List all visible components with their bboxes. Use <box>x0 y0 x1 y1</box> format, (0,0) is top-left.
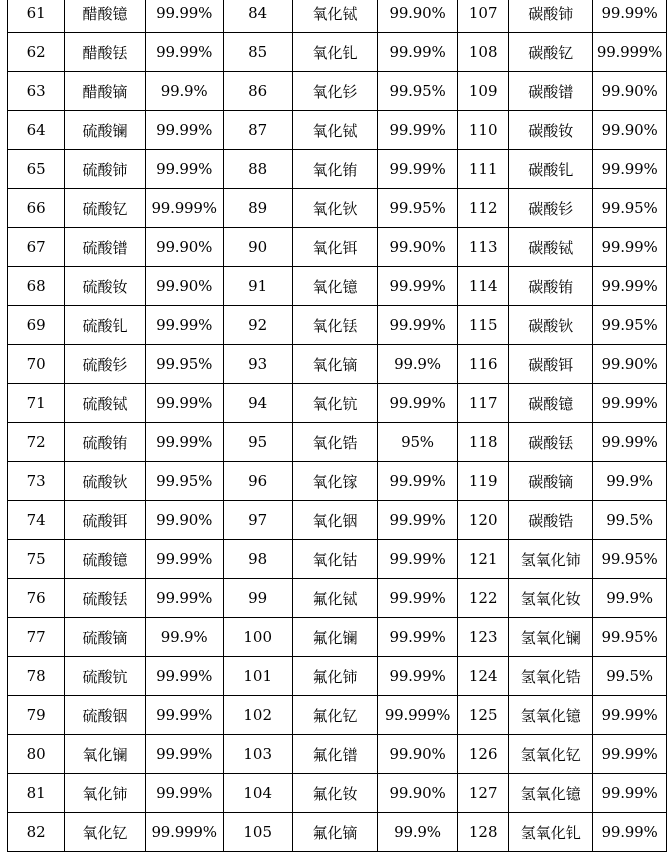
purity-cell: 99.99% <box>593 267 667 306</box>
purity-cell: 99.999% <box>145 189 223 228</box>
product-name-cell: 氢氧化铈 <box>509 540 593 579</box>
product-name-cell: 碳酸铽 <box>509 228 593 267</box>
product-name-cell: 硫酸钐 <box>65 345 145 384</box>
row-number-cell: 85 <box>223 33 292 72</box>
row-number-cell: 64 <box>8 111 65 150</box>
row-number-cell: 105 <box>223 813 292 852</box>
purity-cell: 99.95% <box>593 618 667 657</box>
row-number-cell: 101 <box>223 657 292 696</box>
row-number-cell: 118 <box>457 423 509 462</box>
table-row <box>8 540 667 579</box>
product-name-cell: 氟化钇 <box>292 696 377 735</box>
table-row <box>8 72 667 111</box>
purity-cell: 99.999% <box>145 813 223 852</box>
purity-cell: 99.99% <box>593 696 667 735</box>
table-row <box>8 306 667 345</box>
table-row <box>8 696 667 735</box>
purity-cell: 99.99% <box>145 657 223 696</box>
purity-cell: 99.99% <box>145 0 223 33</box>
product-name-cell: 硫酸铥 <box>65 579 145 618</box>
product-name-cell: 碳酸铒 <box>509 345 593 384</box>
purity-cell: 99.99% <box>593 150 667 189</box>
purity-cell: 99.90% <box>593 111 667 150</box>
purity-cell: 99.99% <box>145 306 223 345</box>
purity-cell: 99.99% <box>378 618 458 657</box>
purity-cell: 99.99% <box>145 423 223 462</box>
purity-cell: 99.90% <box>378 774 458 813</box>
row-number-cell: 128 <box>457 813 509 852</box>
product-name-cell: 氧化镝 <box>292 345 377 384</box>
product-name-cell: 硫酸铟 <box>65 696 145 735</box>
product-name-cell: 碳酸镱 <box>509 384 593 423</box>
purity-cell: 99.99% <box>378 501 458 540</box>
table-row <box>8 462 667 501</box>
purity-cell: 99.90% <box>145 228 223 267</box>
product-name-cell: 醋酸铥 <box>65 33 145 72</box>
table-row <box>8 150 667 189</box>
product-name-cell: 碳酸钆 <box>509 150 593 189</box>
row-number-cell: 77 <box>8 618 65 657</box>
product-name-cell: 氢氧化镧 <box>509 618 593 657</box>
product-name-cell: 硫酸钪 <box>65 657 145 696</box>
purity-cell: 99.99% <box>593 0 667 33</box>
product-name-cell: 氟化镨 <box>292 735 377 774</box>
row-number-cell: 68 <box>8 267 65 306</box>
product-name-cell: 氢氧化钆 <box>509 813 593 852</box>
purity-cell: 99.99% <box>145 111 223 150</box>
row-number-cell: 78 <box>8 657 65 696</box>
purity-cell: 99.99% <box>378 267 458 306</box>
table-row <box>8 813 667 852</box>
row-number-cell: 124 <box>457 657 509 696</box>
purity-cell: 95% <box>378 423 458 462</box>
row-number-cell: 86 <box>223 72 292 111</box>
table-row <box>8 423 667 462</box>
product-name-cell: 醋酸镱 <box>65 0 145 33</box>
product-name-cell: 氧化钐 <box>292 72 377 111</box>
purity-cell: 99.99% <box>145 150 223 189</box>
row-number-cell: 97 <box>223 501 292 540</box>
row-number-cell: 103 <box>223 735 292 774</box>
row-number-cell: 123 <box>457 618 509 657</box>
row-number-cell: 96 <box>223 462 292 501</box>
product-name-cell: 碳酸铕 <box>509 267 593 306</box>
purity-cell: 99.99% <box>378 111 458 150</box>
table-body <box>8 0 667 852</box>
product-name-cell: 氧化铕 <box>292 150 377 189</box>
row-number-cell: 80 <box>8 735 65 774</box>
product-name-cell: 氧化钪 <box>292 384 377 423</box>
row-number-cell: 66 <box>8 189 65 228</box>
row-number-cell: 84 <box>223 0 292 33</box>
row-number-cell: 108 <box>457 33 509 72</box>
row-number-cell: 92 <box>223 306 292 345</box>
row-number-cell: 81 <box>8 774 65 813</box>
product-name-cell: 碳酸铈 <box>509 0 593 33</box>
row-number-cell: 89 <box>223 189 292 228</box>
row-number-cell: 112 <box>457 189 509 228</box>
row-number-cell: 61 <box>8 0 65 33</box>
purity-cell: 99.99% <box>378 540 458 579</box>
product-name-cell: 氢氧化锆 <box>509 657 593 696</box>
row-number-cell: 95 <box>223 423 292 462</box>
row-number-cell: 74 <box>8 501 65 540</box>
purity-cell: 99.9% <box>145 618 223 657</box>
row-number-cell: 67 <box>8 228 65 267</box>
row-number-cell: 114 <box>457 267 509 306</box>
product-name-cell: 硫酸钬 <box>65 462 145 501</box>
row-number-cell: 104 <box>223 774 292 813</box>
product-name-cell: 氢氧化镱 <box>509 774 593 813</box>
purity-cell: 99.90% <box>593 72 667 111</box>
product-name-cell: 氧化铽 <box>292 0 377 33</box>
product-name-cell: 硫酸铽 <box>65 384 145 423</box>
purity-cell: 99.90% <box>145 267 223 306</box>
purity-cell: 99.95% <box>593 306 667 345</box>
product-name-cell: 碳酸钐 <box>509 189 593 228</box>
product-name-cell: 氢氧化钇 <box>509 735 593 774</box>
product-name-cell: 碳酸镝 <box>509 462 593 501</box>
product-name-cell: 氟化镧 <box>292 618 377 657</box>
table-row <box>8 657 667 696</box>
purity-cell: 99.9% <box>145 72 223 111</box>
table-row <box>8 579 667 618</box>
purity-cell: 99.99% <box>593 774 667 813</box>
product-name-cell: 氧化铟 <box>292 501 377 540</box>
purity-cell: 99.99% <box>378 33 458 72</box>
product-name-cell: 氢氧化钕 <box>509 579 593 618</box>
purity-cell: 99.95% <box>378 189 458 228</box>
row-number-cell: 99 <box>223 579 292 618</box>
row-number-cell: 126 <box>457 735 509 774</box>
product-name-cell: 氧化铒 <box>292 228 377 267</box>
product-name-cell: 硫酸钆 <box>65 306 145 345</box>
table-row <box>8 0 667 33</box>
product-name-cell: 硫酸钇 <box>65 189 145 228</box>
product-name-cell: 氧化镱 <box>292 267 377 306</box>
row-number-cell: 120 <box>457 501 509 540</box>
table-row <box>8 228 667 267</box>
purity-cell: 99.99% <box>378 579 458 618</box>
purity-cell: 99.90% <box>593 345 667 384</box>
row-number-cell: 115 <box>457 306 509 345</box>
row-number-cell: 70 <box>8 345 65 384</box>
row-number-cell: 91 <box>223 267 292 306</box>
purity-cell: 99.99% <box>145 540 223 579</box>
product-name-cell: 氧化锆 <box>292 423 377 462</box>
row-number-cell: 73 <box>8 462 65 501</box>
purity-cell: 99.99% <box>593 423 667 462</box>
product-name-cell: 氧化铥 <box>292 306 377 345</box>
product-name-cell: 碳酸镨 <box>509 72 593 111</box>
row-number-cell: 94 <box>223 384 292 423</box>
product-name-cell: 硫酸铒 <box>65 501 145 540</box>
purity-cell: 99.99% <box>145 579 223 618</box>
purity-cell: 99.99% <box>145 735 223 774</box>
purity-cell: 99.999% <box>593 33 667 72</box>
product-name-cell: 硫酸镝 <box>65 618 145 657</box>
table-row <box>8 111 667 150</box>
table-row <box>8 774 667 813</box>
purity-cell: 99.95% <box>145 345 223 384</box>
product-name-cell: 硫酸铈 <box>65 150 145 189</box>
purity-cell: 99.9% <box>593 579 667 618</box>
product-name-cell: 氧化钴 <box>292 540 377 579</box>
purity-cell: 99.9% <box>378 345 458 384</box>
product-name-cell: 氧化钬 <box>292 189 377 228</box>
product-name-cell: 氢氧化镱 <box>509 696 593 735</box>
table-row <box>8 267 667 306</box>
product-name-cell: 氟化钕 <box>292 774 377 813</box>
product-name-cell: 碳酸钬 <box>509 306 593 345</box>
product-name-cell: 氧化钇 <box>65 813 145 852</box>
row-number-cell: 76 <box>8 579 65 618</box>
table-row <box>8 33 667 72</box>
purity-cell: 99.99% <box>378 657 458 696</box>
purity-cell: 99.99% <box>145 33 223 72</box>
row-number-cell: 88 <box>223 150 292 189</box>
product-name-cell: 氧化铈 <box>65 774 145 813</box>
purity-cell: 99.999% <box>378 696 458 735</box>
row-number-cell: 63 <box>8 72 65 111</box>
product-name-cell: 氟化铈 <box>292 657 377 696</box>
purity-cell: 99.5% <box>593 657 667 696</box>
row-number-cell: 75 <box>8 540 65 579</box>
purity-cell: 99.99% <box>378 462 458 501</box>
row-number-cell: 100 <box>223 618 292 657</box>
product-name-cell: 碳酸铥 <box>509 423 593 462</box>
product-name-cell: 硫酸钕 <box>65 267 145 306</box>
row-number-cell: 113 <box>457 228 509 267</box>
table-row <box>8 735 667 774</box>
product-name-cell: 硫酸镱 <box>65 540 145 579</box>
row-number-cell: 121 <box>457 540 509 579</box>
product-name-cell: 氧化镧 <box>65 735 145 774</box>
row-number-cell: 110 <box>457 111 509 150</box>
row-number-cell: 109 <box>457 72 509 111</box>
purity-cell: 99.9% <box>593 462 667 501</box>
product-name-cell: 氧化铽 <box>292 111 377 150</box>
row-number-cell: 69 <box>8 306 65 345</box>
purity-cell: 99.90% <box>378 735 458 774</box>
product-name-cell: 氟化镝 <box>292 813 377 852</box>
row-number-cell: 65 <box>8 150 65 189</box>
purity-cell: 99.99% <box>145 384 223 423</box>
purity-cell: 99.99% <box>145 774 223 813</box>
purity-cell: 99.5% <box>593 501 667 540</box>
table-row <box>8 189 667 228</box>
row-number-cell: 102 <box>223 696 292 735</box>
purity-cell: 99.90% <box>145 501 223 540</box>
row-number-cell: 72 <box>8 423 65 462</box>
row-number-cell: 71 <box>8 384 65 423</box>
product-name-cell: 氟化铽 <box>292 579 377 618</box>
purity-cell: 99.95% <box>593 189 667 228</box>
row-number-cell: 117 <box>457 384 509 423</box>
purity-cell: 99.99% <box>593 384 667 423</box>
row-number-cell: 125 <box>457 696 509 735</box>
row-number-cell: 82 <box>8 813 65 852</box>
product-name-cell: 氧化钆 <box>292 33 377 72</box>
product-name-cell: 硫酸镨 <box>65 228 145 267</box>
row-number-cell: 127 <box>457 774 509 813</box>
row-number-cell: 119 <box>457 462 509 501</box>
row-number-cell: 62 <box>8 33 65 72</box>
purity-cell: 99.99% <box>145 696 223 735</box>
purity-cell: 99.95% <box>145 462 223 501</box>
product-name-cell: 碳酸锆 <box>509 501 593 540</box>
purity-cell: 99.99% <box>378 150 458 189</box>
rare-earth-product-table <box>7 0 667 852</box>
row-number-cell: 87 <box>223 111 292 150</box>
table-row <box>8 345 667 384</box>
row-number-cell: 90 <box>223 228 292 267</box>
row-number-cell: 93 <box>223 345 292 384</box>
purity-cell: 99.99% <box>378 306 458 345</box>
purity-cell: 99.9% <box>378 813 458 852</box>
product-name-cell: 碳酸钕 <box>509 111 593 150</box>
purity-cell: 99.90% <box>378 228 458 267</box>
product-name-cell: 硫酸镧 <box>65 111 145 150</box>
row-number-cell: 111 <box>457 150 509 189</box>
product-name-cell: 氧化镓 <box>292 462 377 501</box>
table-row <box>8 501 667 540</box>
row-number-cell: 107 <box>457 0 509 33</box>
product-name-cell: 醋酸镝 <box>65 72 145 111</box>
purity-cell: 99.95% <box>593 540 667 579</box>
row-number-cell: 79 <box>8 696 65 735</box>
purity-cell: 99.99% <box>593 813 667 852</box>
purity-cell: 99.90% <box>378 0 458 33</box>
product-name-cell: 碳酸钇 <box>509 33 593 72</box>
row-number-cell: 98 <box>223 540 292 579</box>
row-number-cell: 122 <box>457 579 509 618</box>
purity-cell: 99.99% <box>593 735 667 774</box>
table-row <box>8 618 667 657</box>
table-row <box>8 384 667 423</box>
row-number-cell: 116 <box>457 345 509 384</box>
purity-cell: 99.99% <box>593 228 667 267</box>
purity-cell: 99.95% <box>378 72 458 111</box>
purity-cell: 99.99% <box>378 384 458 423</box>
product-name-cell: 硫酸铕 <box>65 423 145 462</box>
